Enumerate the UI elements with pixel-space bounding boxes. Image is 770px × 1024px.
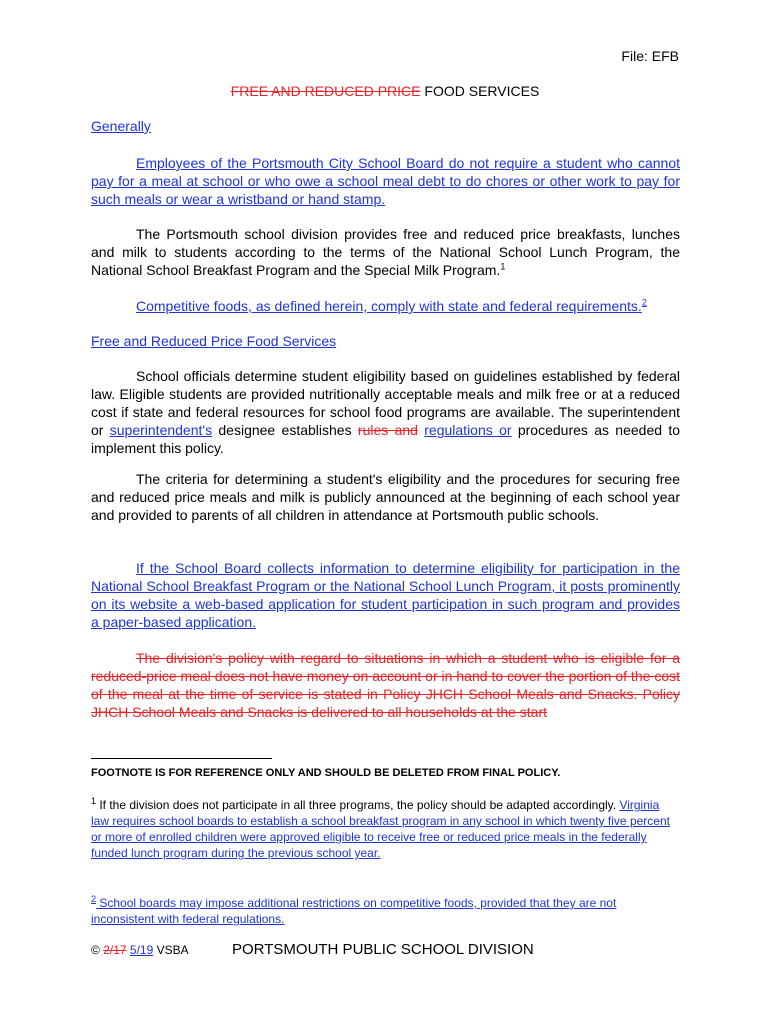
inserted-text: Competitive foods, as defined herein, comply with state and federal requirements. <box>136 298 642 314</box>
paragraph-competitive-foods <box>91 297 680 315</box>
deleted-text: rules and <box>357 422 418 438</box>
paragraph-deleted-policy <box>91 649 680 721</box>
paragraph-eligibility: School officials determine student eligibility based on guidelines established by federal law. Eligible students are provided nutritionally acceptable meals and milk free or at a reduced cost if state and federal resources for school food programs are available. The superintendent or superintendent's designee establishes rules and regulations or procedures as needed to implement this policy. <box>91 368 681 456</box>
footer-division: PORTSMOUTH PUBLIC SCHOOL DIVISION <box>232 941 534 958</box>
file-label: File: EFB <box>621 48 679 64</box>
footnote-ref-2: 2 <box>641 297 647 308</box>
paragraph-no-chores <box>91 154 680 208</box>
footnote-1-marker: 1 <box>91 796 97 806</box>
footnote-2 <box>91 895 680 927</box>
title-deleted-text: FREE AND REDUCED PRICE <box>230 83 421 99</box>
page-title <box>0 83 770 99</box>
inserted-text: Virginia law requires school boards to establish a school breakfast program in any school in which twenty five percent or more of enrolled children were approved eligible to receive free or reduced price meals in the federally funded lunch program during the previous school year. <box>91 798 670 860</box>
inserted-text: If the School Board collects information to determine eligibility for participation in the National School Breakfast Program or the National School Lunch Program, it posts prominently on its website a web-based application for student participation in such program and provides a paper-based application. <box>91 560 680 630</box>
footnote-reference-note: FOOTNOTE IS FOR REFERENCE ONLY AND SHOULD BE DELETED FROM FINAL POLICY. <box>91 767 561 779</box>
footnote-ref-1: 1 <box>500 261 506 272</box>
inserted-date: 5/19 <box>129 943 154 957</box>
footnote-separator <box>91 758 272 759</box>
footnote-2-marker: 2 <box>91 894 97 904</box>
heading-generally: Generally <box>91 118 151 134</box>
inserted-text: regulations or <box>424 422 512 438</box>
inserted-text: superintendent's <box>109 422 213 438</box>
footnote-1: $^1$ If the division does not participate in all three programs, the policy should be adapted accordingly. Virginia law requires school boards to establish a school breakfast program in any school in which twenty five percent or more of enrolled children were approved eligible to receive free or reduced price meals in the federally funded lunch program during the previous school year. <box>91 796 670 860</box>
paragraph-programs: The Portsmouth school division provides free and reduced price breakfasts, lunches and milk to students according to the terms of the National School Lunch Program, the National School Breakfast Program and the Special Milk Program.$^1$ <box>91 226 680 278</box>
deleted-date: 2/17 <box>103 943 127 957</box>
paragraph-criteria: The criteria for determining a student's eligibility and the procedures for securing free and reduced price meals and milk is publicly announced at the beginning of each school year and provided to parents of all children in attendance at Portsmouth public schools. <box>91 471 680 523</box>
deleted-text: The division's policy with regard to situations in which a student who is eligible for a reduced-price meal does not have money on account or in hand to cover the portion of the cost of the meal at the time of service is stated in Policy JHCH School Meals and Snacks. Policy JHCH School Meals and Snacks is delivered to all households at the start <box>91 650 680 720</box>
heading-free-reduced: Free and Reduced Price Food Services <box>91 333 337 349</box>
inserted-text: Employees of the Portsmouth City School Board do not require a student who cannot pay for a meal at school or who owe a school meal debt to do chores or other work to pay for such meals or wear a wristband or hand stamp. <box>91 155 680 207</box>
inserted-text: School boards may impose additional restrictions on competitive foods, provided that they are not inconsistent with federal regulations. <box>91 896 617 926</box>
title-text: FOOD SERVICES <box>420 83 540 99</box>
footer-copyright: © 2/17 5/19 VSBA <box>91 943 189 957</box>
paragraph-web-application <box>91 559 680 631</box>
